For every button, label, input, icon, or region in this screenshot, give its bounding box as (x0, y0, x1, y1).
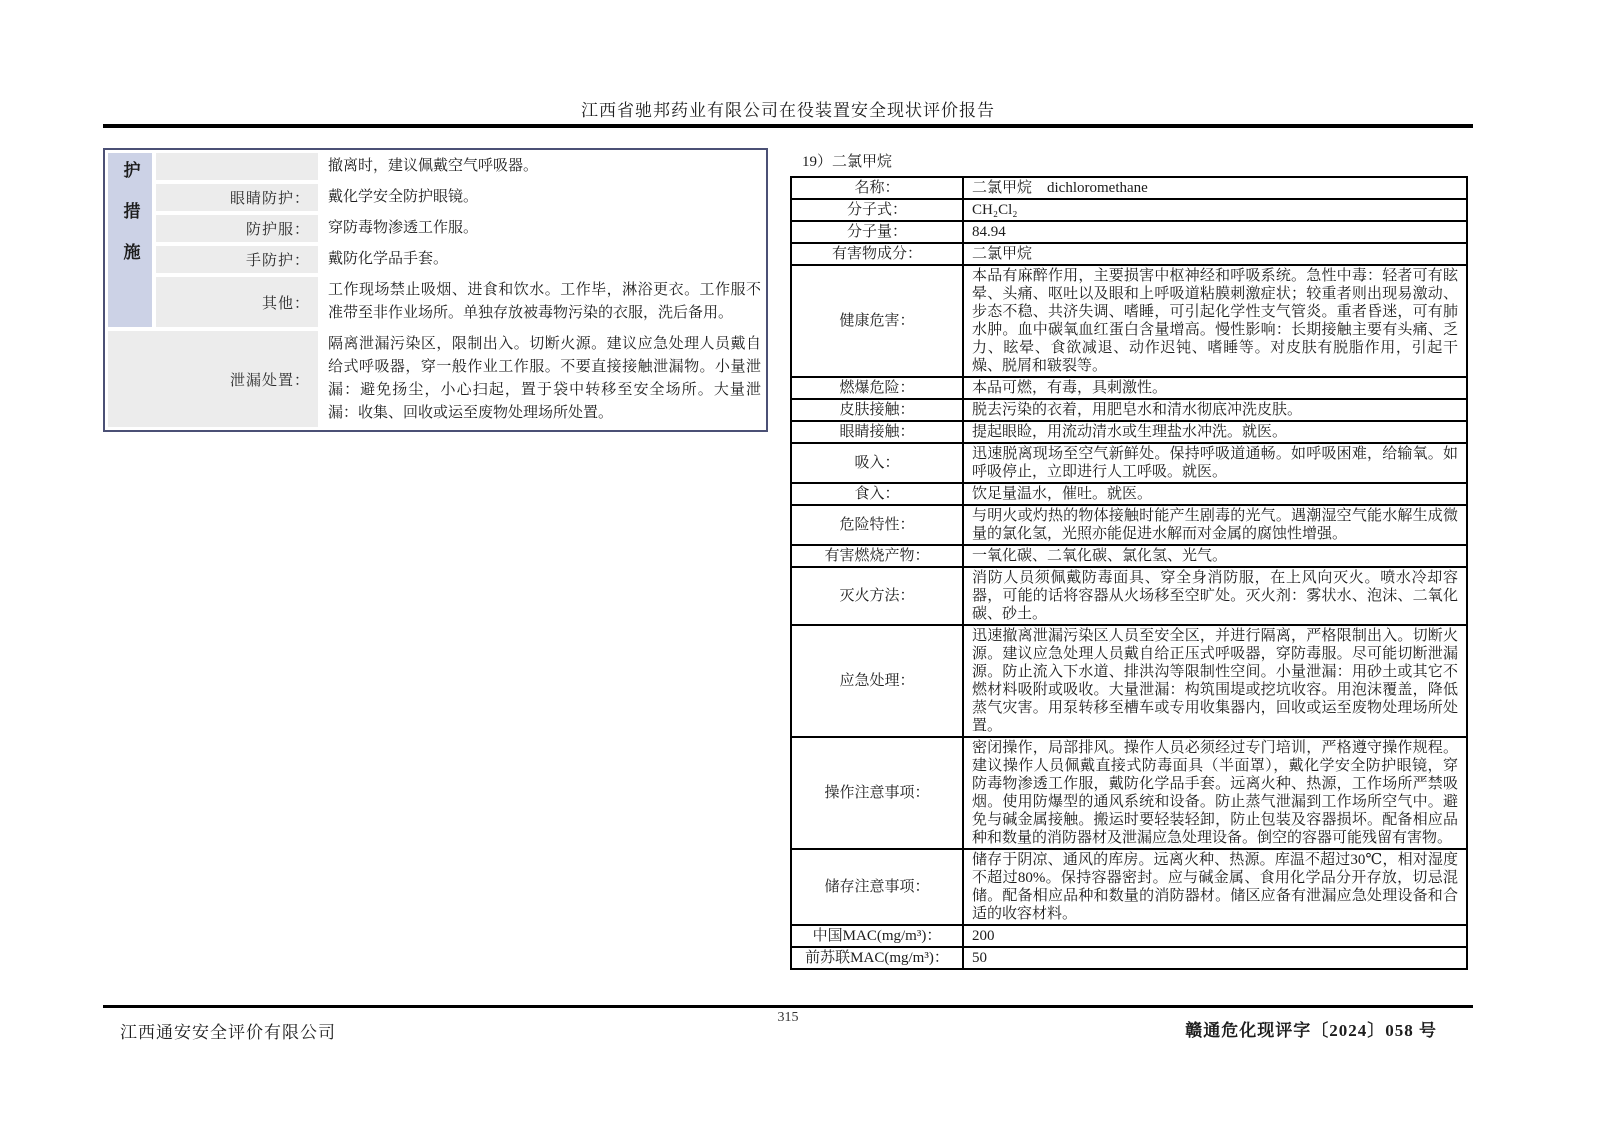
row-label (156, 153, 318, 180)
row-label: 有害燃烧产物： (791, 545, 963, 567)
row-label: 眼睛接触： (791, 421, 963, 443)
row-value: 50 (963, 947, 1467, 969)
panel-vertical-header-label: 护措施 (120, 161, 140, 284)
row-value: 储存于阴凉、通风的库房。远离火种、热源。库温不超过30℃，相对湿度不超过80%。保持容器密封。应与碱金属、食用化学品分开存放，切忌混储。配备相应品种和数量的消防器材。储区应备有泄漏应急处理设备和合适的收容材料。 (963, 849, 1467, 925)
row-value: 200 (963, 925, 1467, 947)
row-label: 其他： (156, 277, 318, 327)
row-value: 饮足量温水，催吐。就医。 (963, 483, 1467, 505)
row-value: 迅速脱离现场至空气新鲜处。保持呼吸道通畅。如呼吸困难，给输氧。如呼吸停止，立即进行人工呼吸。就医。 (963, 443, 1467, 483)
table-row (791, 243, 1467, 265)
table-row (791, 625, 1467, 737)
row-label: 燃爆危险： (791, 377, 963, 399)
footer-divider (103, 1005, 1473, 1008)
row-label: 吸入： (791, 443, 963, 483)
table-row (791, 265, 1467, 377)
table-row (791, 545, 1467, 567)
page-title: 江西省驰邦药业有限公司在役装置安全现状评价报告 (581, 101, 995, 120)
row-value: 隔离泄漏污染区，限制出入。切断火源。建议应急处理人员戴自给式呼吸器，穿一般作业工作服。不要直接接触泄漏物。小量泄漏：避免扬尘，小心扫起，置于袋中转移至安全场所。大量泄漏：收集、回收或运至废物处理场所处置。 (328, 336, 761, 421)
row-label: 眼睛防护： (156, 184, 318, 211)
row-label: 名称： (791, 177, 963, 199)
table-row (791, 221, 1467, 243)
table-row (791, 925, 1467, 947)
table-row (791, 505, 1467, 545)
row-label: 泄漏处置： (108, 331, 318, 427)
row-label: 分子量： (791, 221, 963, 243)
row-value: 84.94 (963, 221, 1467, 243)
table-row (791, 421, 1467, 443)
panel-vertical-header (108, 153, 152, 327)
row-value: 一氧化碳、二氧化碳、氯化氢、光气。 (963, 545, 1467, 567)
row-label: 中国MAC(mg/m³)： (791, 925, 963, 947)
row-value: 戴化学安全防护眼镜。 (328, 189, 479, 205)
chemical-datasheet-section (790, 150, 1468, 970)
row-value: 消防人员须佩戴防毒面具、穿全身消防服，在上风向灭火。喷水冷却容器，可能的话将容器从火场移至空旷处。灭火剂：雾状水、泡沫、二氧化碳、砂土。 (963, 567, 1467, 625)
row-label: 有害物成分： (791, 243, 963, 265)
row-value: 与明火或灼热的物体接触时能产生剧毒的光气。遇潮湿空气能水解生成微量的氯化氢，光照亦能促进水解而对金属的腐蚀性增强。 (963, 505, 1467, 545)
row-label: 皮肤接触： (791, 399, 963, 421)
row-value: 工作现场禁止吸烟、进食和饮水。工作毕，淋浴更衣。工作服不准带至非作业场所。单独存放被毒物污染的衣服，洗后备用。 (328, 282, 761, 321)
row-value: 密闭操作，局部排风。操作人员必须经过专门培训，严格遵守操作规程。建议操作人员佩戴直接式防毒面具（半面罩），戴化学安全防护眼镜，穿防毒物渗透工作服，戴防化学品手套。远离火种、热源，工作场所严禁吸烟。使用防爆型的通风系统和设备。防止蒸气泄漏到工作场所空气中。避免与碱金属接触。搬运时要轻装轻卸，防止包装及容器损坏。配备相应品种和数量的消防器材及泄漏应急处理设备。倒空的容器可能残留有害物。 (963, 737, 1467, 849)
table-row (791, 483, 1467, 505)
row-label: 健康危害： (791, 265, 963, 377)
chemical-table (790, 176, 1468, 970)
header-divider (103, 124, 1473, 128)
row-label: 灭火方法： (791, 567, 963, 625)
table-row (791, 443, 1467, 483)
row-value: 戴防化学品手套。 (328, 251, 449, 267)
row-value: 脱去污染的衣着，用肥皂水和清水彻底冲洗皮肤。 (963, 399, 1467, 421)
row-value: 迅速撤离泄漏污染区人员至安全区，并进行隔离，严格限制出入。切断火源。建议应急处理人员戴自给正压式呼吸器，穿防毒服。尽可能切断泄漏源。防止流入下水道、排洪沟等限制性空间。小量泄漏：用砂土或其它不燃材料吸附或吸收。大量泄漏：构筑围堤或挖坑收容。用泡沫覆盖，降低蒸气灾害。用泵转移至槽车或专用收集器内，回收或运至废物处理场所处置。 (963, 625, 1467, 737)
chemical-item-title: 19）二氯甲烷 (802, 154, 893, 170)
row-value: 提起眼睑，用流动清水或生理盐水冲洗。就医。 (963, 421, 1467, 443)
protective-measures-panel (103, 148, 768, 432)
row-value: 穿防毒物渗透工作服。 (328, 220, 479, 236)
row-label: 前苏联MAC(mg/m³)： (791, 947, 963, 969)
table-row (791, 947, 1467, 969)
row-label: 手防护： (156, 246, 318, 273)
table-row (791, 399, 1467, 421)
row-label: 应急处理： (791, 625, 963, 737)
row-label: 防护服： (156, 215, 318, 242)
row-label: 危险特性： (791, 505, 963, 545)
row-value: 本品有麻醉作用，主要损害中枢神经和呼吸系统。急性中毒：轻者可有眩晕、头痛、呕吐以及眼和上呼吸道粘膜刺激症状；较重者则出现易激动、步态不稳、共济失调、嗜睡，可引起化学性支气管炎。重者昏迷，可有肺水肿。血中碳氧血红蛋白含量增高。慢性影响：长期接触主要有头痛、乏力、眩晕、食欲减退、动作迟钝、嗜睡等。对皮肤有脱脂作用，引起干燥、脱屑和皲裂等。 (963, 265, 1467, 377)
table-row (791, 199, 1467, 221)
row-label: 食入： (791, 483, 963, 505)
table-row (791, 567, 1467, 625)
page-number: 315 (777, 1010, 799, 1025)
table-row (791, 377, 1467, 399)
row-label: 操作注意事项： (791, 737, 963, 849)
row-label: 分子式： (791, 199, 963, 221)
row-label: 储存注意事项： (791, 849, 963, 925)
table-row (791, 737, 1467, 849)
row-value: CH₂Cl₂ (963, 199, 1467, 221)
table-row (791, 849, 1467, 925)
row-value: 撤离时，建议佩戴空气呼吸器。 (328, 158, 539, 174)
footer-document-number: 赣通危化现评字〔2024〕058 号 (1185, 1021, 1437, 1040)
footer-company: 江西通安安全评价有限公司 (120, 1023, 336, 1042)
row-value: 本品可燃，有毒，具刺激性。 (963, 377, 1467, 399)
row-value: 二氯甲烷 dichloromethane (963, 177, 1467, 199)
row-value: 二氯甲烷 (963, 243, 1467, 265)
table-row (791, 177, 1467, 199)
